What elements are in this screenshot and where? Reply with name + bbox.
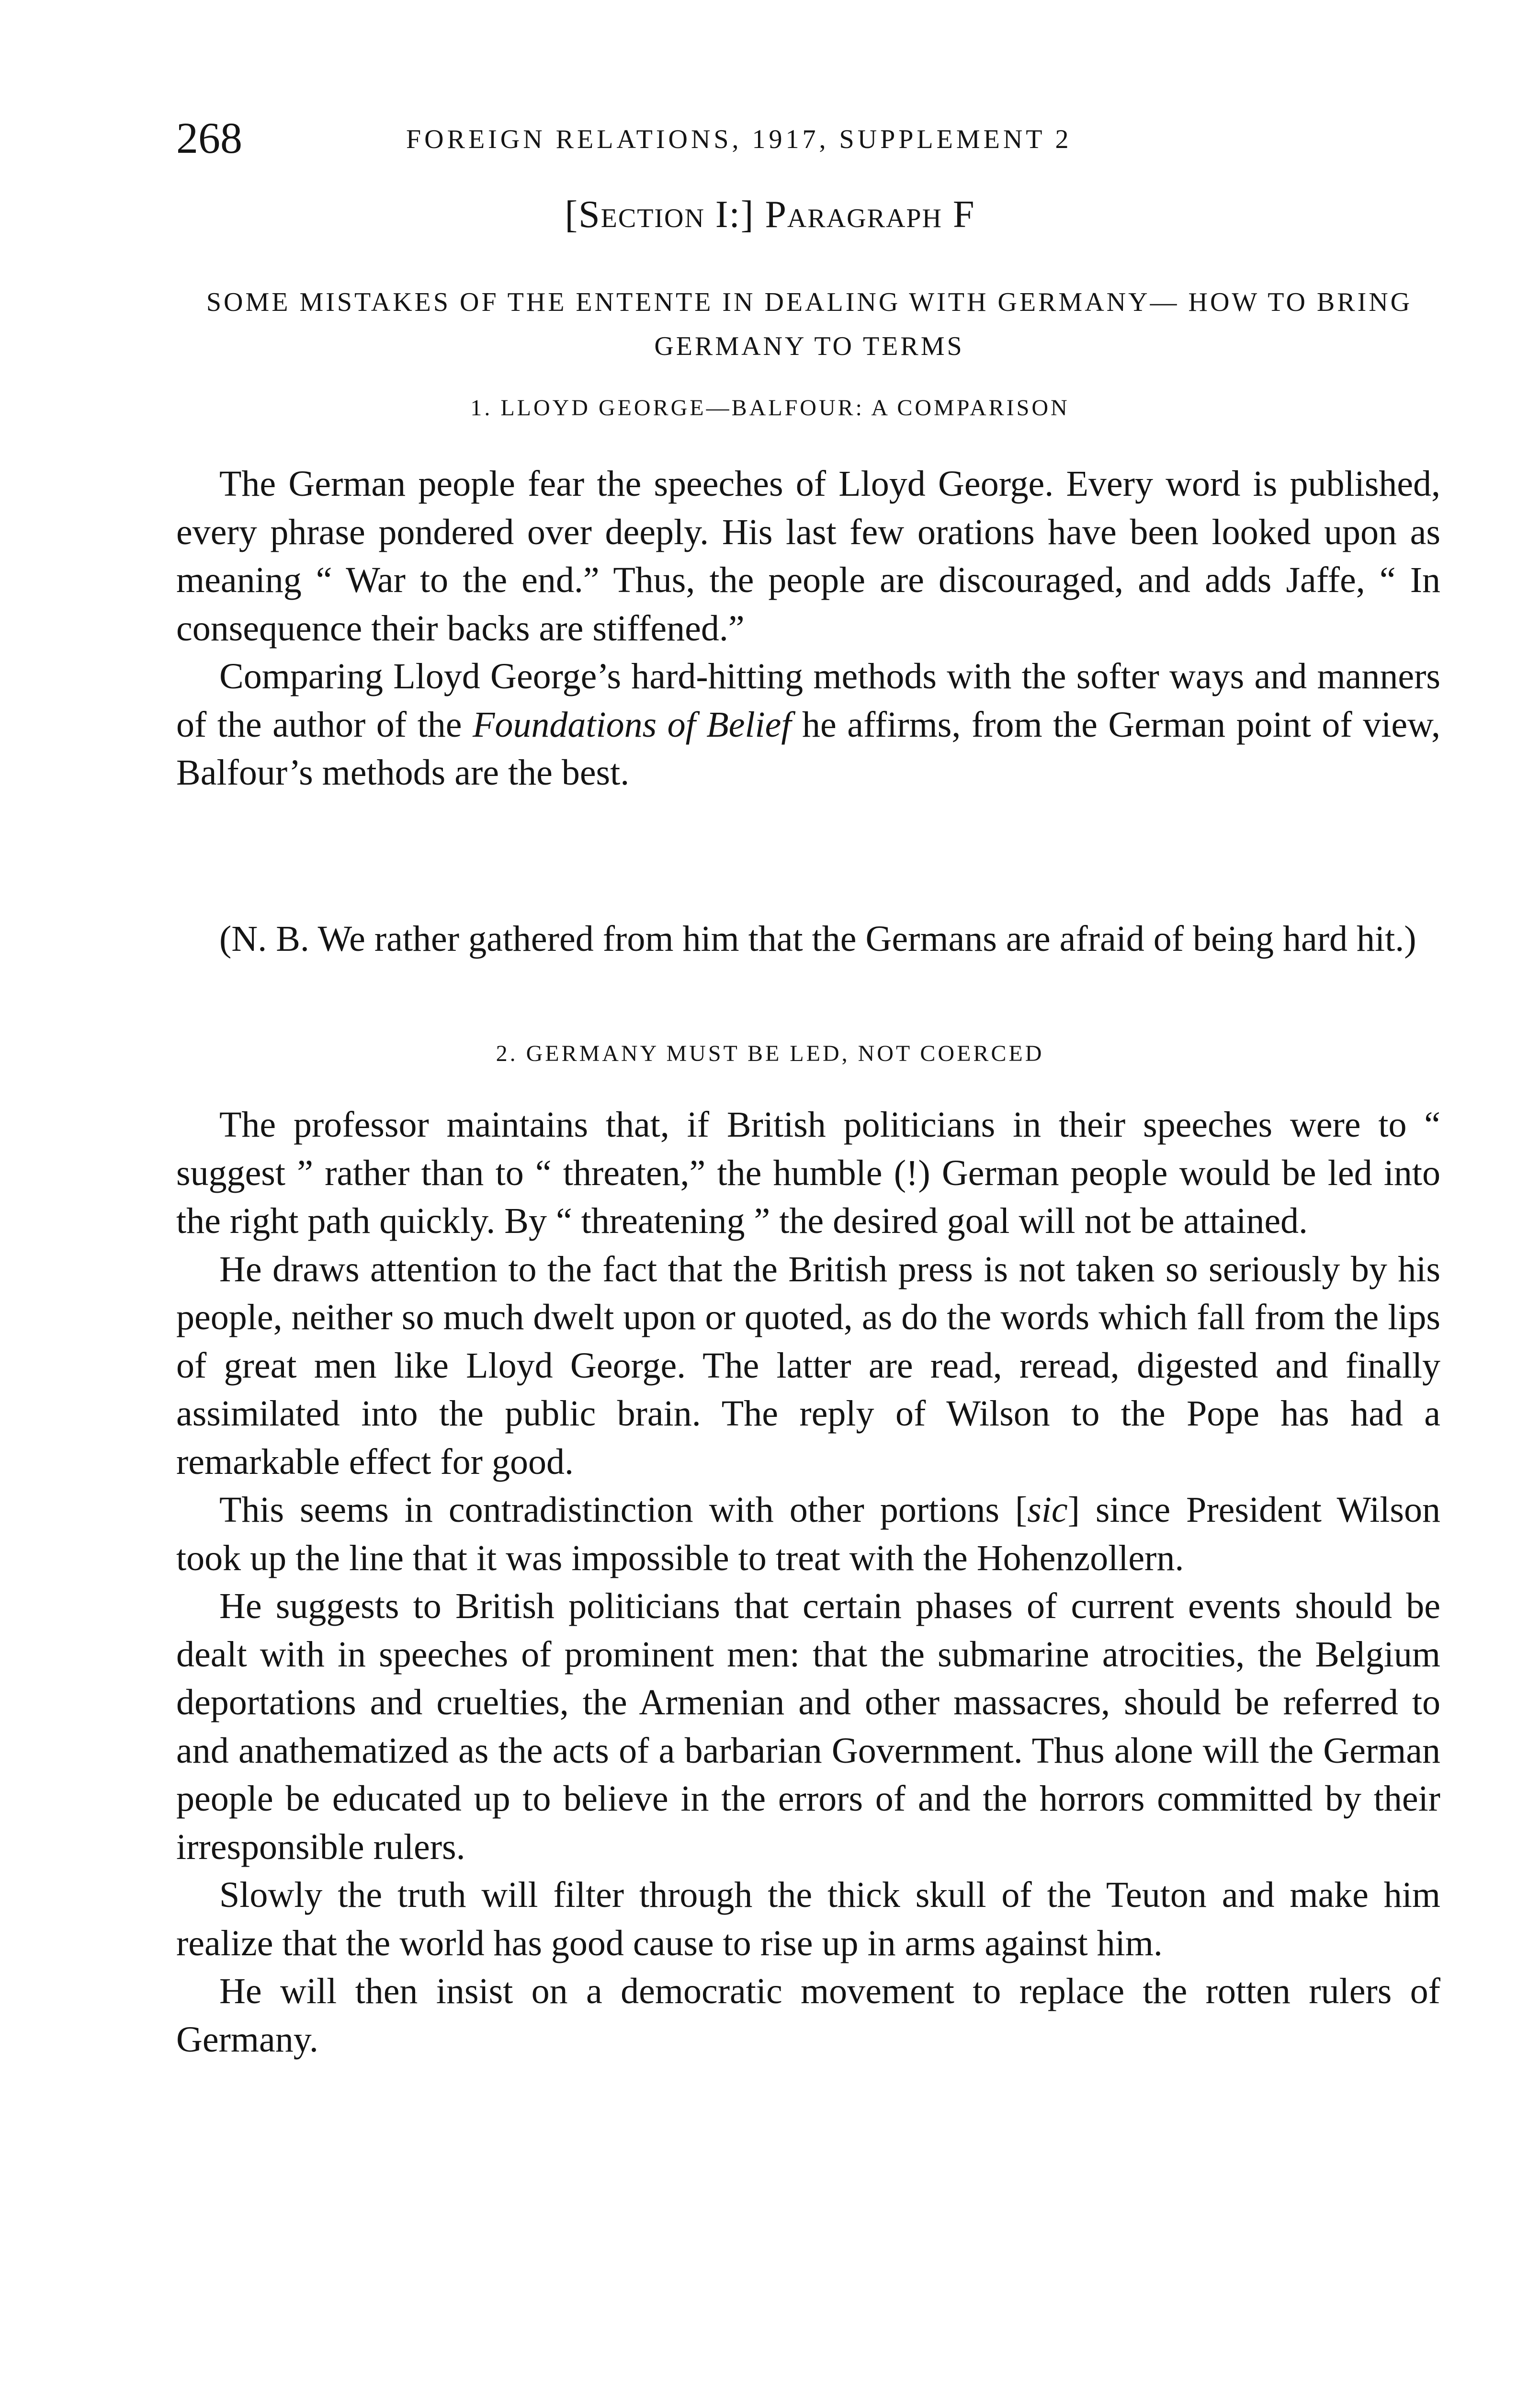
paragraph: He draws attention to the fact that the British press is not taken so seriously by his people, neither so much dwelt upon or quoted, as do the words which fall from the lips of great men like Lloyd George. The latter are read, reread, digested and finally assimilated into the public brain. The reply of Wilson to the Pope has had a remarkable effect for good. — [176, 1249, 1440, 1482]
paragraph — [176, 1486, 1440, 1582]
subheading-germany-led: 2. GERMANY MUST BE LED, NOT COERCED — [496, 1041, 1044, 1066]
section-two-text — [176, 1101, 1440, 2064]
running-title: FOREIGN RELATIONS, 1917, SUPPLEMENT 2 — [406, 125, 1072, 154]
paragraph: The professor maintains that, if British politicians in their speeches were to “ suggest ” rather than to “ threaten,” the humble (!) German people would be led into the right path quickly. By “ threatening ” the desired goal will not be attained. — [176, 1105, 1440, 1241]
book-title: Foundations of Belief — [472, 704, 792, 745]
paragraph-note: (N. B. We rather gathered from him that the Germans are afraid of being hard hit.) — [219, 919, 1416, 959]
running-head — [176, 114, 1440, 167]
paragraph-text: ] since President Wilson took up the line that it was impossible to treat with the Hohenzollern. — [176, 1490, 1440, 1578]
paragraph-text: This seems in contradistinction with other portions [ — [219, 1490, 1028, 1530]
paragraph: Slowly the truth will filter through the thick skull of the Teuton and make him realize that the world has good cause to rise up in arms against him. — [176, 1875, 1440, 1963]
paragraph-text: Comparing Lloyd George’s hard-hitting methods with the softer ways and manners of the author of the — [176, 656, 1440, 745]
section-label: [Section I:] Paragraph F — [565, 194, 975, 236]
paragraph — [176, 652, 1440, 797]
paragraph: The German people fear the speeches of Lloyd George. Every word is published, every phrase pondered over deeply. His last few orations have been looked upon as meaning “ War to the end.” Thus, the people are discouraged, and adds Jaffe, “ In consequence their backs are stiffened.” — [176, 464, 1440, 649]
sic-mark: sic — [1027, 1490, 1068, 1530]
subheading-comparison: 1. LLOYD GEORGE—BALFOUR: A COMPARISON — [470, 395, 1070, 421]
section-one-text — [176, 460, 1440, 797]
main-heading: SOME MISTAKES OF THE ENTENTE IN DEALING WITH GERMANY— HOW TO BRING GERMANY TO TERMS — [206, 287, 1413, 361]
paragraph: He suggests to British politicians that certain phases of current events should be dealt with in speeches of prominent men: that the submarine atrocities, the Belgium deportations and cruelties, the Armenian and other massacres, should be referred to and anathematized as the acts of a barbarian Government. Thus alone will the German people be educated up to believe in the errors of and the horrors committed by their irresponsible rulers. — [176, 1586, 1440, 1867]
note-text — [176, 915, 1440, 963]
paragraph-text: he affirms, from the German point of view, Balfour’s methods are the best. — [176, 704, 1441, 793]
paragraph: He will then insist on a democratic movement to replace the rotten rulers of Germany. — [176, 1971, 1440, 2060]
page-number: 268 — [176, 114, 242, 162]
